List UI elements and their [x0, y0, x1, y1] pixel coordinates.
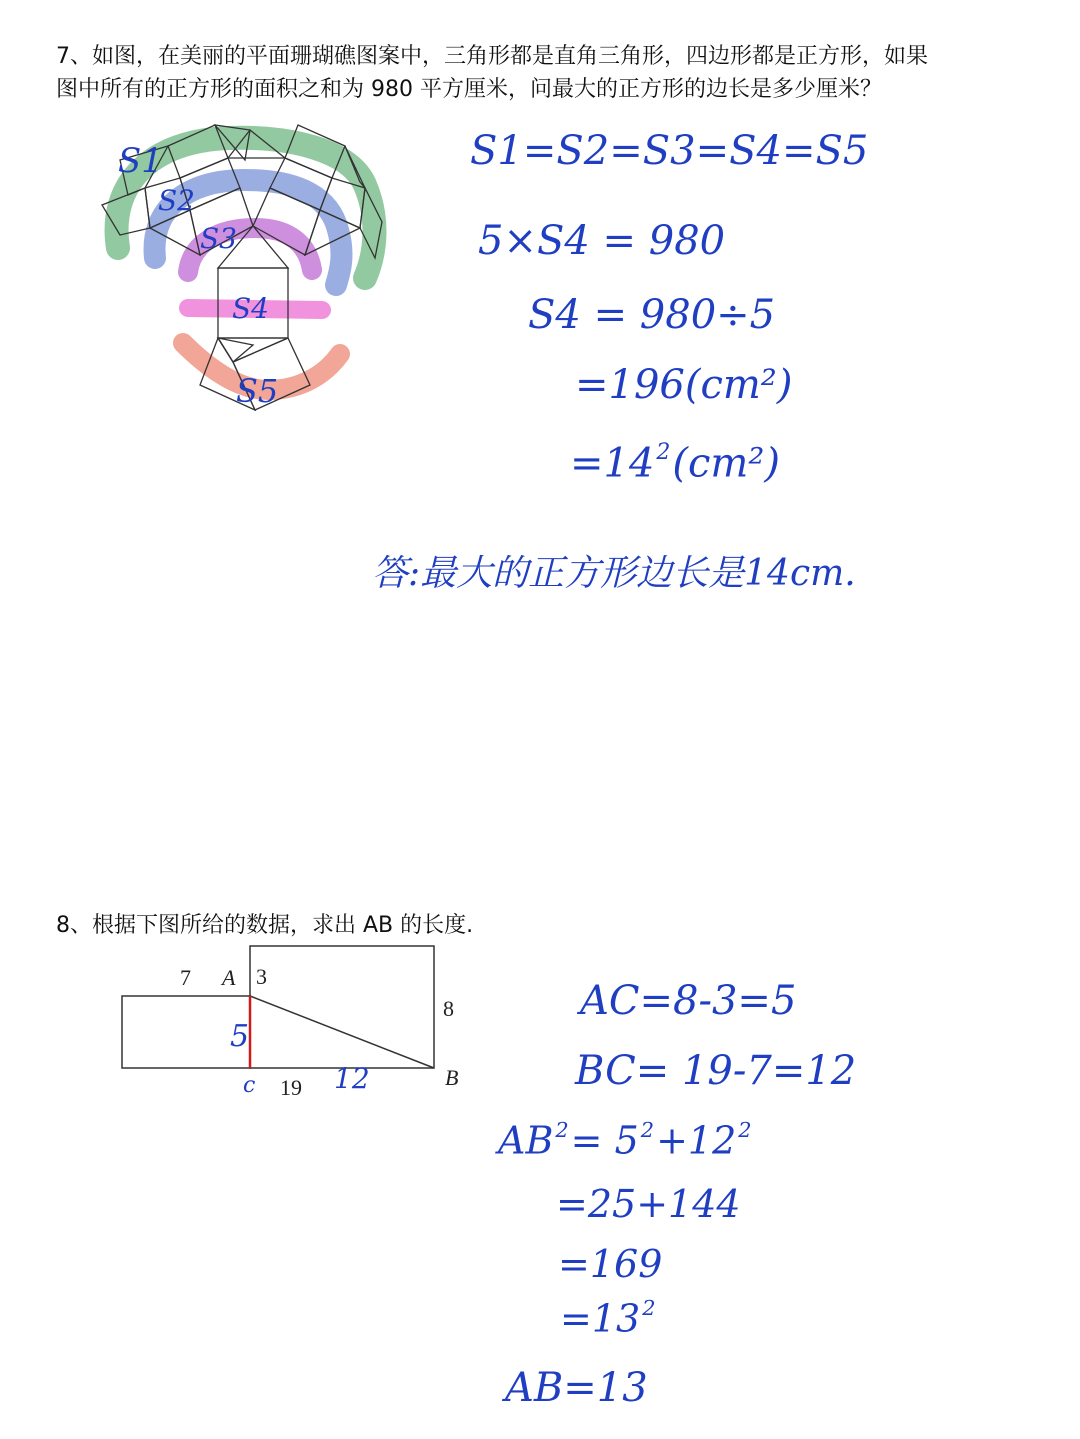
p8-solution-line-6: $=13^2$ [560, 1296, 656, 1341]
figure-label-s3: S3 [200, 222, 237, 255]
label-3: 3 [256, 964, 267, 989]
handwritten-label-5: 5 [230, 1019, 250, 1054]
figure-label-s2: S2 [158, 184, 195, 217]
figure-label-s1: S1 [118, 141, 163, 181]
label-7: 7 [180, 965, 191, 990]
p7-solution-line-4: =196(cm²) [575, 362, 793, 408]
label-8: 8 [443, 996, 454, 1021]
p8-solution-line-3: $AB^2= 5^2+12^2$ [498, 1118, 752, 1163]
p8-solution-line-2: BC= 19-7=12 [575, 1048, 857, 1094]
label-a: A [222, 965, 236, 990]
segment-ab [250, 996, 434, 1068]
p7-solution-line-2: 5×S4 = 980 [478, 218, 726, 264]
p7-solution-line-3: S4 = 980÷5 [528, 292, 776, 338]
p8-solution-line-7: AB=13 [505, 1365, 648, 1411]
p8-solution-line-1: AC=8-3=5 [580, 978, 797, 1024]
p8-solution-line-5: =169 [558, 1242, 663, 1286]
figure-label-s4: S4 [232, 292, 269, 325]
p7-solution-line-1: S1=S2=S3=S4=S5 [470, 128, 869, 174]
p7-solution-line-5: $=14^2(cm^2)$ [570, 440, 780, 487]
problem-7-line-1: 7、如图，在美丽的平面珊瑚礁图案中，三角形都是直角三角形，四边形都是正方形，如果 [56, 44, 929, 69]
label-19: 19 [280, 1075, 302, 1100]
handwritten-label-12: 12 [334, 1062, 370, 1095]
problem-7-line-2: 图中所有的正方形的面积之和为 980 平方厘米，问最大的正方形的边长是多少厘米？ [56, 77, 882, 102]
p8-solution-line-4: =25+144 [556, 1182, 741, 1226]
p7-answer: 答:最大的正方形边长是14cm. [372, 553, 856, 594]
problem-8-statement: 8、根据下图所给的数据，求出 AB 的长度. [56, 913, 474, 938]
handwritten-label-c: c [243, 1073, 256, 1098]
label-b: B [445, 1065, 459, 1090]
figure-label-s5: S5 [236, 372, 279, 410]
